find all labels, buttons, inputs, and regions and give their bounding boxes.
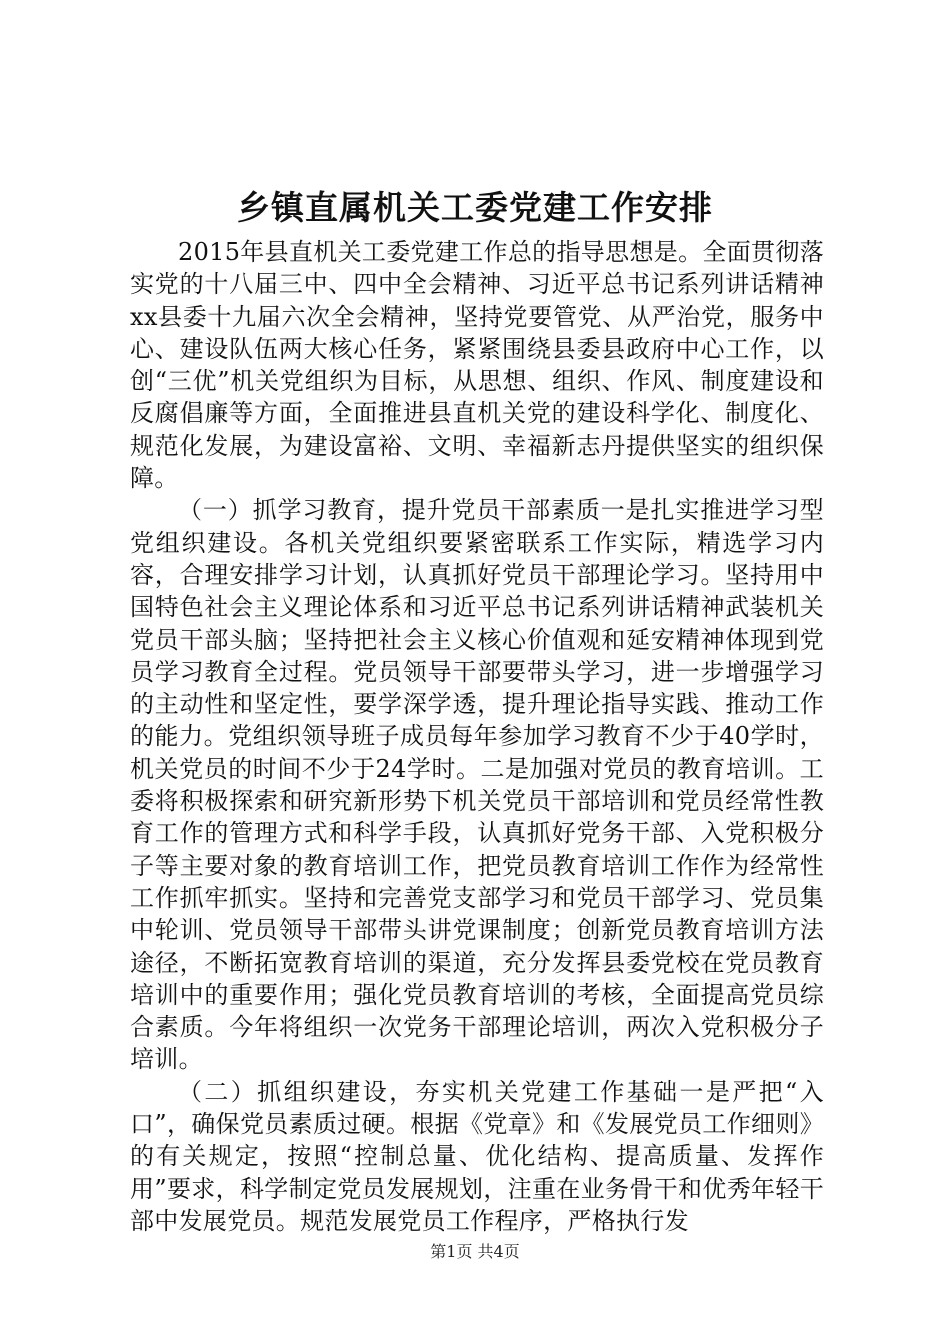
paragraph-guiding-thought: 2015年县直机关工委党建工作总的指导思想是。全面贯彻落实党的十八届三中、四中全会精神、习近平总书记系列讲话精神xx县委十九届六次全会精神，坚持党要管党、从严治党，服务中心、建设队伍两大核心任务，紧紧围绕县委县政府中心工作，以创“三优”机关党组织为目标，从思想、组织、作风、制度建设和反腐倡廉等方面，全面推进县直机关党的建设科学化、制度化、规范化发展，为建设富裕、文明、幸福新志丹提供坚实的组织保障。 — [130, 238, 824, 493]
page-number-footer: 第1页 共4页 — [430, 1242, 520, 1261]
document-body — [130, 236, 824, 1237]
document-title: 乡镇直属机关工委党建工作安排 — [237, 188, 713, 227]
paragraph-organization-building: （二）抓组织建设，夯实机关党建工作基础一是严把“入口”，确保党员素质过硬。根据《党章》和《发展党员工作细则》的有关规定，按照“控制总量、优化结构、提高质量、发挥作用”要求，科学制定党员发展规划，注重在业务骨干和优秀年轻干部中发展党员。规范发展党员工作程序，严格执行发 — [130, 1077, 824, 1235]
paragraph-study-education: （一）抓学习教育，提升党员干部素质一是扎实推进学习型党组织建设。各机关党组织要紧密联系工作实际，精选学习内容，合理安排学习计划，认真抓好党员干部理论学习。坚持用中国特色社会主义理论体系和习近平总书记系列讲话精神武装机关党员干部头脑；坚持把社会主义核心价值观和延安精神体现到党员学习教育全过程。党员领导干部要带头学习，进一步增强学习的主动性和坚定性，要学深学透，提升理论指导实践、推动工作的能力。党组织领导班子成员每年参加学习教育不少于40学时，机关党员的时间不少于24学时。二是加强对党员的教育培训。工委将积极探索和研究新形势下机关党员干部培训和党员经常性教育工作的管理方式和科学手段，认真抓好党务干部、入党积极分子等主要对象的教育培训工作，把党员教育培训工作作为经常性工作抓牢抓实。坚持和完善党支部学习和党员干部学习、党员集中轮训、党员领导干部带头讲党课制度；创新党员教育培训方法途径，不断拓宽教育培训的渠道，充分发挥县委党校在党员教育培训中的重要作用；强化党员教育培训的考核，全面提高党员综合素质。今年将组织一次党务干部理论培训，两次入党积极分子培训。 — [130, 496, 824, 1074]
